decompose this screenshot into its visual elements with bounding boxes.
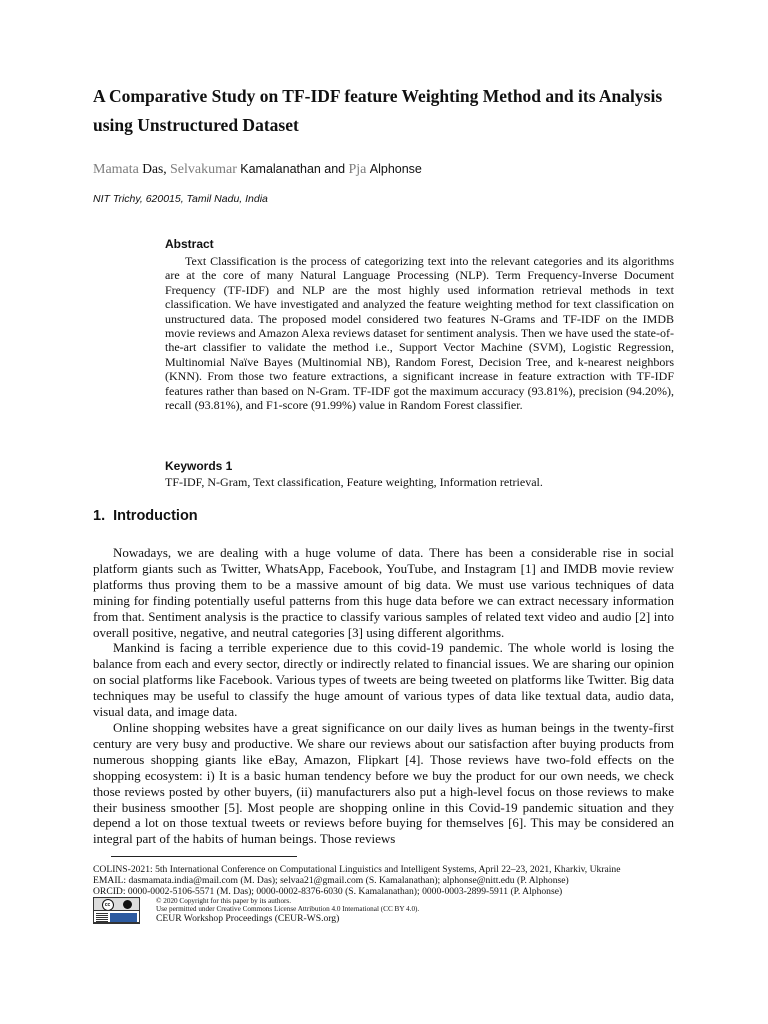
license-line: Use permitted under Creative Commons License Attribution 4.0 International (CC BY 4.0). [156,905,420,914]
abstract-heading: Abstract [165,237,214,251]
cc-icon: cc [102,899,114,911]
abstract-text: Text Classification is the process of categorizing text into the relevant categories and its algorithms are at the core of many Natural Language Processing (NLP). Term Frequency-Inverse Document Frequency (TF-IDF) and NLP are the most highly used information retrieval methods in text classification. We have investigated and analyzed the feature weighting method for text classification on unstructured data. The proposed model considered two features N-Grams and TF-IDF on the IMDB movie reviews and Amazon Alexa reviews dataset for sentiment analysis. Then we have used the state-of-the-art classifier to validate the method i.e., Support Vector Machine (SVM), Logistic Regression, Multinomial Naïve Bayes (Multinomial NB), Random Forest, Decision Tree, and k-nearest neighbors (KNN). From those two feature extractions, a significant increase in feature extraction with TF-IDF features rather than based on N-Gram. TF-IDF got the maximum accuracy (93.81%), precision (94.20%), recall (93.81%), and F1-score (91.99%) value in Random Forest classifier. [165,254,674,413]
section-heading-introduction [93,508,198,524]
author-3-last-name: Alphonse [369,162,422,176]
author-2-first-name: Selvakumar [170,162,237,177]
footnote-orcid: ORCID: 0000-0002-5106-5571 (M. Das); 0000-0002-8376-6030 (S. Kamalanathan); 0000-0003-2899-5911 (P. Alphonse) [93,886,563,897]
author-3-first-name: Pja [348,162,367,177]
author-list [93,161,422,178]
keywords-text: TF-IDF, N-Gram, Text classification, Feature weighting, Information retrieval. [165,475,543,489]
affiliation: NIT Trichy, 620015, Tamil Nadu, India [93,193,268,205]
intro-paragraph: Nowadays, we are dealing with a huge volume of data. There has been a considerable rise in social platform giants such as Twitter, WhatsApp, Facebook, YouTube, and Instagram [1] and IMDB movie review platforms thus proving them to be a massive amount of big data. We must use various techniques of data mining for finding potentially useful patterns from this huge data before we can extract necessary information from that. Sentiment analysis is the practice to classify various samples of related text video and audio [2] into overall positive, negative, and neutral categories [3] using different algorithms. [93,545,674,640]
intro-paragraph: Mankind is facing a terrible experience due to this covid-19 pandemic. The whole world is losing the balance from each and every sector, directly or indirectly related to financial issues. We are sharing our opinion on social platforms like Facebook. Various types of tweets are being tweeted on platforms like Twitter. Big data techniques may be useful to classify the huge amount of various types of data like textual data, audio data, visual data, and image data. [93,640,674,720]
intro-paragraph: Online shopping websites have a great significance on our daily lives as human beings in the twenty-first century are very busy and productive. We share our reviews about our satisfaction after buying products from numerous shopping giants like eBay, Amazon, Flipkart [4]. Those reviews have two-fold effects on the shopping ecosystem: i) It is a basic human tendency before we buy the product for our own needs, we check those reviews posted by other buyers, (ii) manufacturers also put a high-level focus on those reviews to make their business smoother [5]. Most people are shopping online in this Covid-19 pandemic situation and they depend a lot on those textual tweets or reviews before buying for themselves [6]. This may be considered an integral part of the habits of human beings. Those reviews [93,719,674,847]
proceedings-line: CEUR Workshop Proceedings (CEUR-WS.org) [156,913,340,924]
ceur-logo-icon [93,910,140,924]
author-1-first-name: Mamata [93,162,139,177]
copyright-line: © 2020 Copyright for this paper by its authors. [156,897,292,905]
keywords-heading: Keywords 1 [165,459,233,473]
author-1-last-name: Das, [142,161,167,176]
author-conjunction: and [324,162,346,176]
section-number: 1. [93,508,106,524]
author-2-last-name: Kamalanathan [240,162,321,176]
footnote-conference: COLINS-2021: 5th International Conference on Computational Linguistics and Intelligent Systems, April 22–23, 2021, Kharkiv, Ukraine [93,864,621,875]
footnote-divider [111,856,297,857]
footnotes [93,864,693,897]
copyright-notice [156,897,419,914]
section-title: Introduction [113,508,198,524]
footnote-email: EMAIL: dasmamata.india@mail.com (M. Das); selvaa21@gmail.com (S. Kamalanathan); alphonse@nitt.edu (P. Alphonse) [93,875,569,886]
paper-title: A Comparative Study on TF-IDF feature Weighting Method and its Analysis using Unstructured Dataset [93,86,663,135]
introduction-body [93,545,674,847]
attribution-icon [123,900,132,909]
